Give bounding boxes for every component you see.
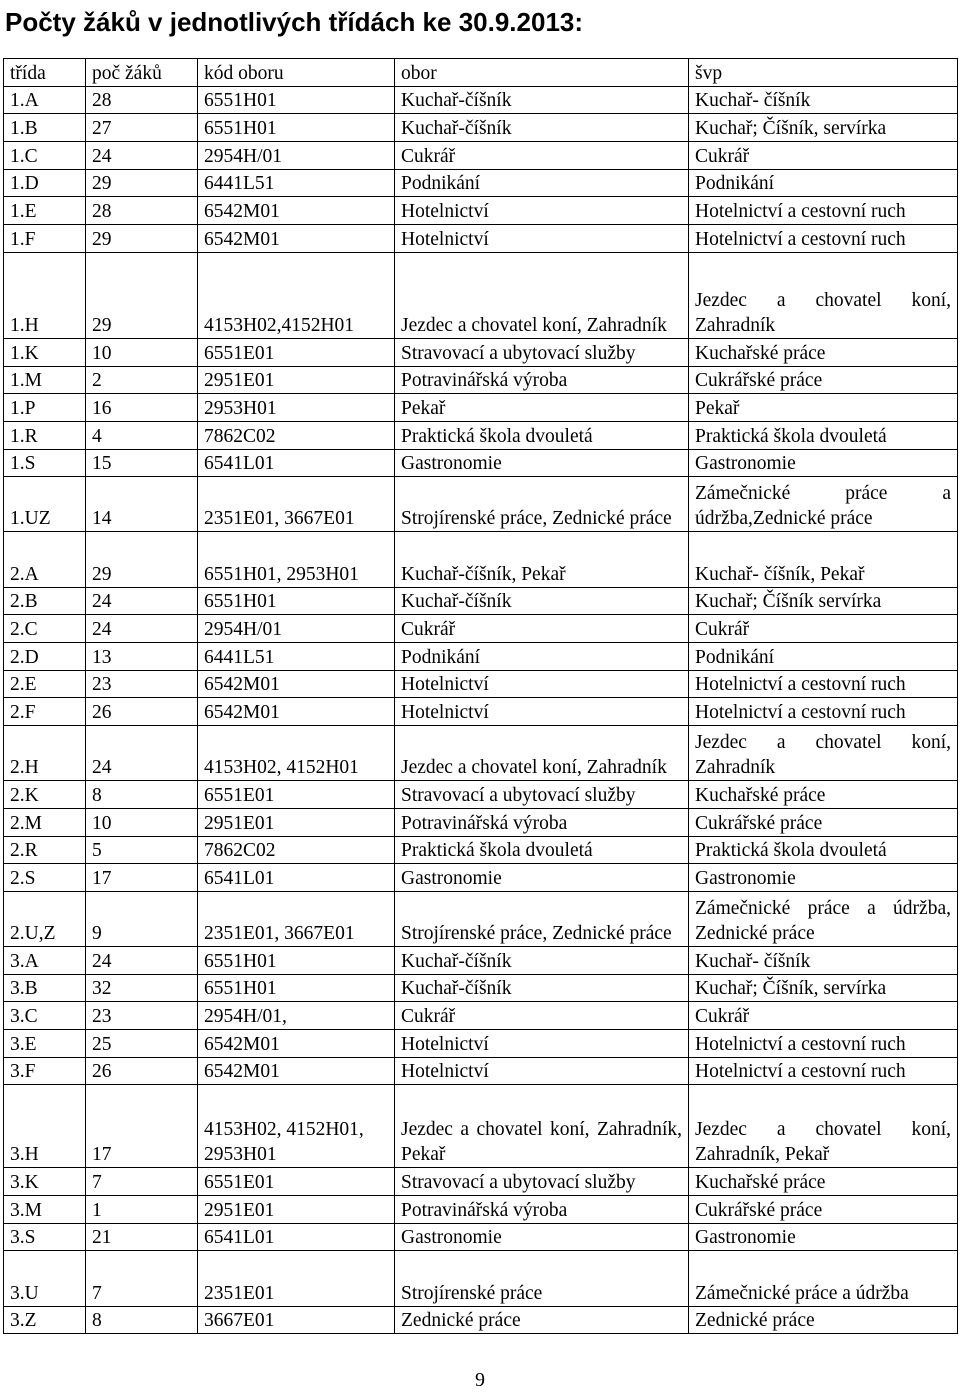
cell-kod-oboru: 6551E01 — [198, 1168, 395, 1196]
cell-kod-oboru: 2351E01, 3667E01 — [198, 892, 395, 947]
cell-trida: 1.UZ — [4, 477, 86, 532]
cell-obor: Hotelnictví — [395, 698, 689, 726]
cell-kod-oboru: 2951E01 — [198, 1196, 395, 1224]
cell-pocet-zaku: 26 — [86, 698, 198, 726]
table-row — [4, 225, 958, 253]
cell-pocet-zaku: 26 — [86, 1058, 198, 1085]
cell-trida: 2.A — [4, 532, 86, 588]
header-pocet-zaku: poč žáků — [86, 59, 198, 87]
table-row — [4, 1085, 958, 1168]
cell-kod-oboru: 7862C02 — [198, 422, 395, 450]
cell-obor: Gastronomie — [395, 864, 689, 892]
cell-obor: Pekař — [395, 394, 689, 422]
cell-obor: Jezdec a chovatel koní, Zahradník — [395, 253, 689, 339]
cell-pocet-zaku: 23 — [86, 1002, 198, 1030]
cell-obor: Strojírenské práce, Zednické práce — [395, 477, 689, 532]
table-row — [4, 698, 958, 726]
cell-obor: Gastronomie — [395, 1224, 689, 1251]
table-row — [4, 1196, 958, 1224]
cell-kod-oboru: 6541L01 — [198, 450, 395, 477]
cell-trida: 2.F — [4, 698, 86, 726]
cell-kod-oboru: 2954H/01, — [198, 1002, 395, 1030]
cell-trida: 3.M — [4, 1196, 86, 1224]
cell-pocet-zaku: 24 — [86, 588, 198, 615]
table-row — [4, 532, 958, 588]
cell-trida: 2.C — [4, 615, 86, 643]
cell-pocet-zaku: 7 — [86, 1168, 198, 1196]
cell-obor: Cukrář — [395, 1002, 689, 1030]
cell-obor: Hotelnictví — [395, 197, 689, 225]
cell-pocet-zaku: 24 — [86, 142, 198, 170]
cell-pocet-zaku: 23 — [86, 671, 198, 698]
cell-svp: Hotelnictví a cestovní ruch — [689, 1058, 958, 1085]
header-kod-oboru: kód oboru — [198, 59, 395, 87]
cell-kod-oboru: 2351E01 — [198, 1251, 395, 1307]
cell-kod-oboru: 2351E01, 3667E01 — [198, 477, 395, 532]
table-row — [4, 1058, 958, 1085]
cell-trida: 3.A — [4, 947, 86, 975]
table-row — [4, 947, 958, 975]
table-row — [4, 339, 958, 367]
cell-svp: Zámečnické práce a údržba — [689, 1251, 958, 1307]
cell-obor: Cukrář — [395, 142, 689, 170]
cell-pocet-zaku: 8 — [86, 1307, 198, 1334]
cell-obor: Praktická škola dvouletá — [395, 422, 689, 450]
cell-svp: Gastronomie — [689, 864, 958, 892]
cell-pocet-zaku: 28 — [86, 87, 198, 114]
cell-kod-oboru: 6551E01 — [198, 339, 395, 367]
cell-trida: 1.F — [4, 225, 86, 253]
table-row — [4, 394, 958, 422]
cell-trida: 2.S — [4, 864, 86, 892]
cell-pocet-zaku: 4 — [86, 422, 198, 450]
cell-obor: Hotelnictví — [395, 1058, 689, 1085]
cell-kod-oboru: 6542M01 — [198, 1058, 395, 1085]
cell-kod-oboru: 6542M01 — [198, 698, 395, 726]
cell-pocet-zaku: 2 — [86, 367, 198, 394]
cell-svp: Podnikání — [689, 643, 958, 671]
table-row — [4, 422, 958, 450]
cell-svp: Kuchař- číšník — [689, 947, 958, 975]
cell-pocet-zaku: 29 — [86, 532, 198, 588]
cell-pocet-zaku: 32 — [86, 975, 198, 1002]
table-row — [4, 1030, 958, 1058]
cell-pocet-zaku: 13 — [86, 643, 198, 671]
table-row — [4, 142, 958, 170]
cell-obor: Hotelnictví — [395, 225, 689, 253]
table-row — [4, 1251, 958, 1307]
cell-pocet-zaku: 25 — [86, 1030, 198, 1058]
cell-obor: Kuchař-číšník — [395, 975, 689, 1002]
cell-svp: Gastronomie — [689, 450, 958, 477]
cell-pocet-zaku: 17 — [86, 864, 198, 892]
table-row — [4, 892, 958, 947]
table-header-row — [4, 59, 958, 87]
cell-pocet-zaku: 14 — [86, 477, 198, 532]
cell-svp: Kuchař; Číšník, servírka — [689, 975, 958, 1002]
cell-obor: Kuchař-číšník, Pekař — [395, 532, 689, 588]
class-counts-table — [3, 58, 958, 1334]
cell-trida: 3.F — [4, 1058, 86, 1085]
table-row — [4, 643, 958, 671]
page-title: Počty žáků v jednotlivých třídách ke 30.9.2013: — [5, 7, 584, 37]
cell-kod-oboru: 7862C02 — [198, 837, 395, 864]
cell-kod-oboru: 2954H/01 — [198, 142, 395, 170]
cell-obor: Potravinářská výroba — [395, 367, 689, 394]
cell-obor: Potravinářská výroba — [395, 809, 689, 837]
cell-svp: Hotelnictví a cestovní ruch — [689, 698, 958, 726]
table-row — [4, 367, 958, 394]
cell-obor: Kuchař-číšník — [395, 114, 689, 142]
cell-svp: Zednické práce — [689, 1307, 958, 1334]
cell-svp: Cukrářské práce — [689, 1196, 958, 1224]
cell-pocet-zaku: 15 — [86, 450, 198, 477]
cell-obor: Podnikání — [395, 643, 689, 671]
cell-obor: Cukrář — [395, 615, 689, 643]
cell-svp: Hotelnictví a cestovní ruch — [689, 225, 958, 253]
cell-svp: Cukrář — [689, 1002, 958, 1030]
cell-obor: Podnikání — [395, 170, 689, 197]
cell-obor: Stravovací a ubytovací služby — [395, 1168, 689, 1196]
cell-svp: Zámečnické práce a údržba, Zednické práce — [689, 892, 958, 947]
table-row — [4, 615, 958, 643]
cell-pocet-zaku: 21 — [86, 1224, 198, 1251]
cell-obor: Stravovací a ubytovací služby — [395, 781, 689, 809]
cell-svp: Gastronomie — [689, 1224, 958, 1251]
cell-svp: Cukrář — [689, 142, 958, 170]
cell-pocet-zaku: 28 — [86, 197, 198, 225]
cell-trida: 1.P — [4, 394, 86, 422]
cell-pocet-zaku: 10 — [86, 809, 198, 837]
cell-svp: Podnikání — [689, 170, 958, 197]
cell-kod-oboru: 2951E01 — [198, 809, 395, 837]
cell-svp: Cukrářské práce — [689, 809, 958, 837]
cell-pocet-zaku: 5 — [86, 837, 198, 864]
cell-trida: 1.R — [4, 422, 86, 450]
cell-kod-oboru: 6542M01 — [198, 225, 395, 253]
cell-obor: Hotelnictví — [395, 1030, 689, 1058]
cell-kod-oboru: 6551E01 — [198, 781, 395, 809]
cell-obor: Gastronomie — [395, 450, 689, 477]
table-row — [4, 477, 958, 532]
cell-trida: 2.E — [4, 671, 86, 698]
cell-pocet-zaku: 1 — [86, 1196, 198, 1224]
cell-kod-oboru: 4153H02, 4152H01, 2953H01 — [198, 1085, 395, 1168]
table-row — [4, 114, 958, 142]
cell-kod-oboru: 6441L51 — [198, 170, 395, 197]
table-row — [4, 588, 958, 615]
cell-obor: Zednické práce — [395, 1307, 689, 1334]
cell-kod-oboru: 3667E01 — [198, 1307, 395, 1334]
cell-trida: 2.H — [4, 726, 86, 781]
cell-trida: 2.R — [4, 837, 86, 864]
table-row — [4, 1224, 958, 1251]
table-row — [4, 253, 958, 339]
table-row — [4, 726, 958, 781]
table-row — [4, 450, 958, 477]
cell-obor: Strojírenské práce — [395, 1251, 689, 1307]
cell-svp: Kuchařské práce — [689, 339, 958, 367]
cell-kod-oboru: 6551H01 — [198, 947, 395, 975]
cell-kod-oboru: 2951E01 — [198, 367, 395, 394]
table-row — [4, 809, 958, 837]
cell-pocet-zaku: 9 — [86, 892, 198, 947]
table-row — [4, 1002, 958, 1030]
header-svp: švp — [689, 59, 958, 87]
cell-kod-oboru: 6542M01 — [198, 671, 395, 698]
cell-trida: 1.M — [4, 367, 86, 394]
cell-pocet-zaku: 7 — [86, 1251, 198, 1307]
cell-pocet-zaku: 24 — [86, 615, 198, 643]
cell-pocet-zaku: 10 — [86, 339, 198, 367]
cell-svp: Kuchařské práce — [689, 1168, 958, 1196]
cell-trida: 3.Z — [4, 1307, 86, 1334]
cell-pocet-zaku: 8 — [86, 781, 198, 809]
cell-trida: 3.S — [4, 1224, 86, 1251]
cell-pocet-zaku: 16 — [86, 394, 198, 422]
cell-obor: Kuchař-číšník — [395, 87, 689, 114]
cell-kod-oboru: 2954H/01 — [198, 615, 395, 643]
cell-trida: 3.U — [4, 1251, 86, 1307]
cell-obor: Kuchař-číšník — [395, 947, 689, 975]
cell-svp: Jezdec a chovatel koní, Zahradník — [689, 726, 958, 781]
cell-obor: Stravovací a ubytovací služby — [395, 339, 689, 367]
header-obor: obor — [395, 59, 689, 87]
cell-kod-oboru: 6541L01 — [198, 864, 395, 892]
table-row — [4, 87, 958, 114]
cell-trida: 1.S — [4, 450, 86, 477]
cell-svp: Kuchař; Číšník servírka — [689, 588, 958, 615]
page-number: 9 — [475, 1369, 485, 1391]
cell-kod-oboru: 6542M01 — [198, 1030, 395, 1058]
table-row — [4, 197, 958, 225]
cell-pocet-zaku: 29 — [86, 253, 198, 339]
cell-svp: Cukrář — [689, 615, 958, 643]
cell-kod-oboru: 6541L01 — [198, 1224, 395, 1251]
cell-pocet-zaku: 17 — [86, 1085, 198, 1168]
cell-svp: Cukrářské práce — [689, 367, 958, 394]
table-row — [4, 671, 958, 698]
cell-obor: Potravinářská výroba — [395, 1196, 689, 1224]
cell-trida: 1.C — [4, 142, 86, 170]
cell-svp: Praktická škola dvouletá — [689, 837, 958, 864]
cell-obor: Hotelnictví — [395, 671, 689, 698]
cell-kod-oboru: 4153H02, 4152H01 — [198, 726, 395, 781]
header-trida: třída — [4, 59, 86, 87]
cell-trida: 2.D — [4, 643, 86, 671]
cell-trida: 2.M — [4, 809, 86, 837]
cell-trida: 3.K — [4, 1168, 86, 1196]
cell-trida: 1.K — [4, 339, 86, 367]
cell-pocet-zaku: 29 — [86, 225, 198, 253]
cell-kod-oboru: 6441L51 — [198, 643, 395, 671]
cell-trida: 1.D — [4, 170, 86, 197]
cell-kod-oboru: 6551H01 — [198, 87, 395, 114]
cell-kod-oboru: 6551H01 — [198, 975, 395, 1002]
cell-svp: Hotelnictví a cestovní ruch — [689, 197, 958, 225]
cell-kod-oboru: 6551H01, 2953H01 — [198, 532, 395, 588]
cell-obor: Jezdec a chovatel koní, Zahradník — [395, 726, 689, 781]
cell-svp: Jezdec a chovatel koní, Zahradník — [689, 253, 958, 339]
table-row — [4, 1168, 958, 1196]
cell-svp: Kuchař; Číšník, servírka — [689, 114, 958, 142]
cell-trida: 2.U,Z — [4, 892, 86, 947]
table-row — [4, 1307, 958, 1334]
table-row — [4, 837, 958, 864]
cell-trida: 3.C — [4, 1002, 86, 1030]
cell-obor: Kuchař-číšník — [395, 588, 689, 615]
cell-svp: Zámečnické práce a údržba,Zednické práce — [689, 477, 958, 532]
cell-svp: Hotelnictví a cestovní ruch — [689, 671, 958, 698]
table-row — [4, 975, 958, 1002]
cell-pocet-zaku: 27 — [86, 114, 198, 142]
cell-kod-oboru: 4153H02,4152H01 — [198, 253, 395, 339]
cell-kod-oboru: 2953H01 — [198, 394, 395, 422]
cell-pocet-zaku: 29 — [86, 170, 198, 197]
cell-trida: 3.B — [4, 975, 86, 1002]
cell-trida: 3.H — [4, 1085, 86, 1168]
cell-trida: 1.H — [4, 253, 86, 339]
cell-trida: 1.A — [4, 87, 86, 114]
cell-pocet-zaku: 24 — [86, 726, 198, 781]
cell-svp: Jezdec a chovatel koní, Zahradník, Pekař — [689, 1085, 958, 1168]
cell-pocet-zaku: 24 — [86, 947, 198, 975]
cell-trida: 1.E — [4, 197, 86, 225]
cell-svp: Praktická škola dvouletá — [689, 422, 958, 450]
cell-trida: 2.B — [4, 588, 86, 615]
cell-obor: Jezdec a chovatel koní, Zahradník, Pekař — [395, 1085, 689, 1168]
cell-svp: Pekař — [689, 394, 958, 422]
cell-trida: 1.B — [4, 114, 86, 142]
cell-kod-oboru: 6551H01 — [198, 114, 395, 142]
cell-trida: 2.K — [4, 781, 86, 809]
cell-obor: Praktická škola dvouletá — [395, 837, 689, 864]
cell-svp: Hotelnictví a cestovní ruch — [689, 1030, 958, 1058]
cell-kod-oboru: 6551H01 — [198, 588, 395, 615]
cell-svp: Kuchařské práce — [689, 781, 958, 809]
table-row — [4, 781, 958, 809]
cell-kod-oboru: 6542M01 — [198, 197, 395, 225]
table-row — [4, 864, 958, 892]
cell-svp: Kuchař- číšník, Pekař — [689, 532, 958, 588]
cell-svp: Kuchař- číšník — [689, 87, 958, 114]
cell-obor: Strojírenské práce, Zednické práce — [395, 892, 689, 947]
cell-trida: 3.E — [4, 1030, 86, 1058]
table-row — [4, 170, 958, 197]
table-body — [4, 87, 958, 1334]
